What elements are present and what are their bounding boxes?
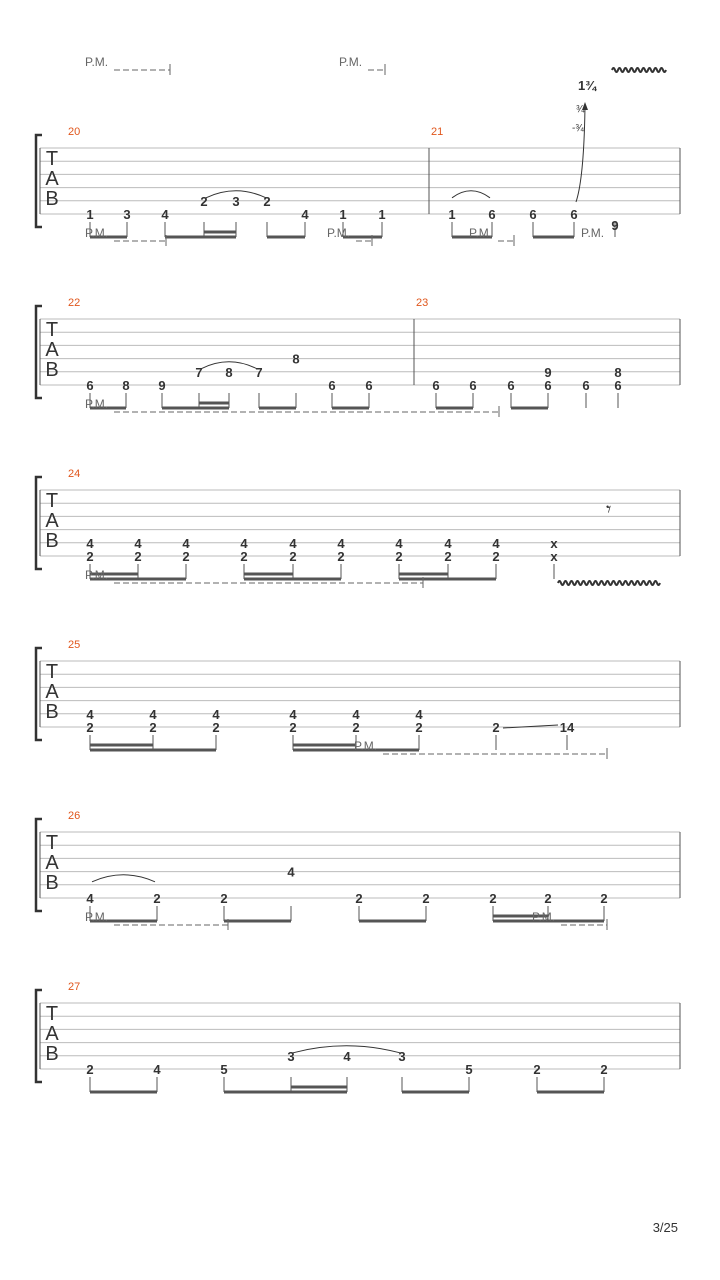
measure-number: 26 [68,810,81,822]
system-bracket [36,648,42,740]
fret-number: 4 [86,706,94,722]
fret-number: 4 [337,535,345,551]
measure-number: 23 [416,297,429,309]
fret-number: 6 [529,207,537,222]
system-bracket [36,306,42,398]
palm-mute-label: P.M. [339,55,363,69]
fret-number: 6 [365,378,373,393]
fret-number: x [550,549,558,564]
palm-mute-label: P.M. [469,226,493,240]
system-bracket [36,819,42,911]
fret-number: 2 [600,1062,608,1077]
fret-number: 1 [339,207,347,222]
fret-number: 4 [415,706,423,722]
fret-number: 6 [469,378,477,393]
tie-arc [92,875,155,882]
fret-number: 2 [489,891,497,906]
fret-number: 2 [200,193,208,209]
fret-number: 3 [123,207,131,222]
fret-number: 2 [289,549,297,564]
page-number: 3/25 [652,1220,678,1235]
fret-number: 1 [86,207,94,222]
palm-mute-label: P.M. [85,397,109,411]
fret-number: 2 [533,1062,541,1077]
bend-release-small: -¾ [572,123,584,134]
measure-number: 25 [68,639,81,651]
fret-number: 8 [122,378,130,393]
fret-number: 8 [614,364,622,380]
fret-number: 4 [161,207,169,222]
tab-clef-letter: T [45,490,59,512]
bend-amount: 1¾ [578,78,597,93]
fret-number: 1 [448,207,456,222]
measure-number: 27 [68,981,81,993]
fret-number: 6 [582,378,590,393]
fret-number: 6 [432,378,440,393]
tab-clef-letter: A [45,1023,59,1045]
fret-number: 2 [395,549,403,564]
palm-mute-label: P.M. [354,739,378,753]
fret-number: 2 [422,891,430,906]
fret-number: 2 [355,891,363,906]
fret-number: 3 [232,193,240,209]
fret-number: 2 [240,549,248,564]
tab-clef-letter: B [45,701,59,723]
fret-number: 4 [149,706,157,722]
fret-number: 4 [395,535,403,551]
vibrato-wave [612,68,666,72]
measure-number: 22 [68,297,81,309]
fret-number: 2 [212,720,220,735]
fret-number: 7 [255,364,263,380]
tab-clef-letter: B [45,1043,59,1065]
vibrato-wave [558,581,660,585]
fret-number: 4 [343,1048,351,1064]
palm-mute-label: P.M. [85,55,109,69]
fret-number: 2 [86,720,94,735]
fret-number: 2 [352,720,360,735]
tab-clef-letter: A [45,339,59,361]
fret-number: 6 [328,378,336,393]
tab-clef-letter: B [45,359,59,381]
fret-number: 2 [289,720,297,735]
fret-number: 6 [507,378,515,393]
fret-number: 2 [220,891,228,906]
measure-number: 24 [68,468,81,480]
fret-number: x [550,535,558,551]
fret-number: 2 [149,720,157,735]
tab-clef-letter: A [45,852,59,874]
fret-number: 3 [398,1048,406,1064]
fret-number: 2 [444,549,452,564]
fret-number: 2 [600,891,608,906]
tab-clef-letter: B [45,872,59,894]
fret-number: 4 [301,207,309,222]
palm-mute-label: P.M. [581,226,605,240]
system-bracket [36,990,42,1082]
palm-mute-label: P.M. [532,910,556,924]
tab-clef-letter: T [45,661,59,683]
fret-number: 2 [153,891,161,906]
fret-number: 2 [492,549,500,564]
fret-number: 6 [544,378,552,393]
fret-number: 4 [444,535,452,551]
fret-number: 2 [415,720,423,735]
fret-number: 9 [544,364,552,380]
fret-number: 4 [240,535,248,551]
fret-number: 9 [611,218,619,233]
fret-number: 6 [488,207,496,222]
tab-clef-letter: A [45,681,59,703]
eighth-rest: 𝄾 [606,499,612,521]
palm-mute-label: P.M. [85,910,109,924]
tab-clef-letter: A [45,510,59,532]
fret-number: 4 [287,864,295,880]
fret-number: 8 [292,351,300,367]
fret-number: 5 [220,1062,228,1077]
fret-number: 2 [337,549,345,564]
tab-clef-letter: T [45,832,59,854]
fret-number: 6 [614,378,622,393]
fret-number: 4 [212,706,220,722]
tab-clef-letter: A [45,168,59,190]
measure-number: 20 [68,126,81,138]
fret-number: 4 [86,535,94,551]
fret-number: 4 [352,706,360,722]
fret-number: 5 [465,1062,473,1077]
fret-number: 4 [289,706,297,722]
fret-number: 2 [134,549,142,564]
fret-number: 4 [86,891,94,906]
fret-number: 2 [492,720,500,735]
bend-amount-small: ¾ [576,104,585,115]
fret-number: 14 [559,720,575,735]
fret-number: 2 [263,193,271,209]
fret-number: 1 [378,207,386,222]
tab-clef-letter: T [45,319,59,341]
system-bracket [36,135,42,227]
fret-number: 6 [570,207,578,222]
tab-clef-letter: B [45,530,59,552]
tab-clef-letter: T [45,148,59,170]
fret-number: 4 [134,535,142,551]
fret-number: 2 [86,1062,94,1077]
palm-mute-label: P.M. [85,226,109,240]
system-bracket [36,477,42,569]
fret-number: 7 [195,364,203,380]
tie-arc [452,191,490,198]
fret-number: 4 [153,1062,161,1077]
fret-number: 2 [544,891,552,906]
fret-number: 8 [225,364,233,380]
tab-clef-letter: B [45,188,59,210]
fret-number: 6 [86,378,94,393]
tab-clef-letter: T [45,1003,59,1025]
fret-number: 4 [182,535,190,551]
fret-number: 9 [158,378,166,393]
fret-number: 3 [287,1048,295,1064]
palm-mute-label: P.M. [327,226,351,240]
fret-number: 2 [86,549,94,564]
palm-mute-label: P.M. [85,568,109,582]
fret-number: 4 [492,535,500,551]
fret-number: 4 [289,535,297,551]
measure-number: 21 [431,126,444,138]
fret-number: 2 [182,549,190,564]
